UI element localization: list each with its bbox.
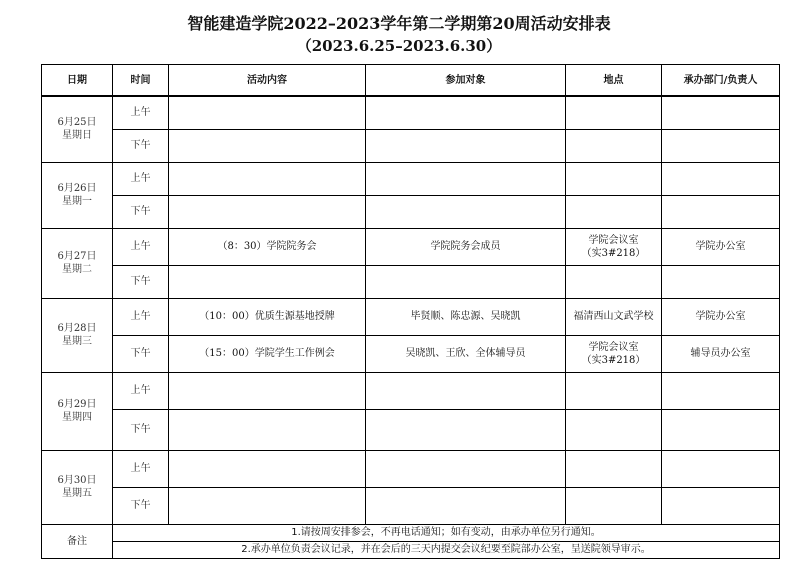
- document-subtitle: （2023.6.25–2023.6.30）: [296, 37, 502, 55]
- schedule-row: [42, 372, 780, 409]
- organizer-cell: [662, 129, 780, 162]
- participants-cell: 学院院务会成员: [366, 228, 566, 265]
- time-cell: 下午: [113, 487, 169, 524]
- activity-cell: （15：00）学院学生工作例会: [169, 335, 366, 372]
- schedule-row: [42, 298, 780, 335]
- location-cell: [566, 298, 662, 335]
- organizer-cell: 辅导员办公室: [662, 335, 780, 372]
- schedule-table: [41, 64, 780, 559]
- participants-cell: [366, 265, 566, 298]
- date-cell: [42, 162, 113, 228]
- location-cell: [566, 129, 662, 162]
- schedule-row: [42, 228, 780, 265]
- weekday-label: 星期三: [62, 336, 92, 347]
- time-cell: 下午: [113, 195, 169, 228]
- notes-row: [42, 541, 780, 558]
- note-item: 2.承办单位负责会议记录，并在会后的三天内提交会议纪要至院部办公室，呈送院领导审示。: [113, 541, 780, 558]
- activity-cell: [169, 372, 366, 409]
- organizer-cell: [662, 409, 780, 450]
- date-label: 6月28日: [57, 323, 97, 334]
- time-cell: 下午: [113, 265, 169, 298]
- participants-cell: [366, 129, 566, 162]
- date-cell: [42, 450, 113, 524]
- activity-cell: （10：00）优质生源基地授牌: [169, 298, 366, 335]
- weekday-label: 星期日: [62, 130, 92, 142]
- location-cell: [566, 487, 662, 524]
- schedule-row: [42, 265, 780, 298]
- header-participants: 参加对象: [366, 65, 566, 97]
- document-title: 智能建造学院2022–2023学年第二学期第20周活动安排表: [187, 14, 611, 33]
- schedule-row: [42, 409, 780, 450]
- date-label: 6月25日: [57, 117, 97, 129]
- header-time: 时间: [113, 65, 169, 97]
- schedule-row: [42, 335, 780, 372]
- location-cell: [566, 195, 662, 228]
- time-cell: 上午: [113, 450, 169, 487]
- activity-cell: [169, 162, 366, 195]
- schedule-row: [42, 162, 780, 195]
- date-label: 6月29日: [57, 399, 97, 410]
- participants-cell: [366, 450, 566, 487]
- schedule-row: [42, 487, 780, 524]
- organizer-cell: [662, 372, 780, 409]
- time-cell: 下午: [113, 335, 169, 372]
- organizer-cell: 学院办公室: [662, 228, 780, 265]
- header-date: 日期: [42, 65, 113, 97]
- activity-cell: [169, 265, 366, 298]
- date-label: 6月30日: [57, 475, 97, 486]
- activity-cell: [169, 195, 366, 228]
- header-row: [42, 65, 780, 97]
- schedule-row: [42, 195, 780, 228]
- time-cell: 上午: [113, 162, 169, 195]
- header-organizer: 承办部门/负责人: [662, 65, 780, 97]
- organizer-cell: [662, 450, 780, 487]
- schedule-row: [42, 450, 780, 487]
- time-cell: 上午: [113, 96, 169, 129]
- activity-cell: （8：30）学院院务会: [169, 228, 366, 265]
- location-line: 福清西山文武学校: [573, 311, 654, 322]
- date-label: 6月26日: [57, 183, 97, 194]
- location-cell: [566, 162, 662, 195]
- time-cell: 下午: [113, 129, 169, 162]
- header-location: 地点: [566, 65, 662, 97]
- activity-cell: [169, 409, 366, 450]
- time-cell: 上午: [113, 372, 169, 409]
- time-cell: 上午: [113, 228, 169, 265]
- location-room: （实3#218）: [581, 247, 646, 259]
- participants-cell: [366, 96, 566, 129]
- participants-cell: [366, 162, 566, 195]
- location-cell: [566, 450, 662, 487]
- date-label: 6月27日: [57, 251, 97, 262]
- activity-cell: [169, 96, 366, 129]
- location-cell: [566, 96, 662, 129]
- weekday-label: 星期五: [62, 488, 92, 499]
- note-item: 1.请按周安排参会，不再电话通知；如有变动，由承办单位另行通知。: [113, 524, 780, 541]
- location-cell: [566, 409, 662, 450]
- organizer-cell: [662, 265, 780, 298]
- participants-cell: [366, 372, 566, 409]
- activity-cell: [169, 487, 366, 524]
- organizer-cell: [662, 487, 780, 524]
- weekday-label: 星期四: [62, 412, 92, 423]
- schedule-row: [42, 129, 780, 162]
- date-cell: [42, 228, 113, 298]
- location-line: 学院会议室: [588, 234, 639, 246]
- organizer-cell: [662, 195, 780, 228]
- notes-label: 备注: [42, 524, 113, 558]
- weekday-label: 星期二: [62, 264, 92, 275]
- location-cell: [566, 265, 662, 298]
- header-activity: 活动内容: [169, 65, 366, 97]
- participants-cell: 吴晓凯、王欣、全体辅导员: [366, 335, 566, 372]
- organizer-cell: [662, 162, 780, 195]
- activity-cell: [169, 129, 366, 162]
- organizer-cell: [662, 96, 780, 129]
- schedule-row: [42, 96, 780, 129]
- participants-cell: [366, 487, 566, 524]
- date-cell: [42, 96, 113, 162]
- weekday-label: 星期一: [62, 196, 92, 207]
- date-cell: [42, 372, 113, 450]
- location-cell: [566, 335, 662, 372]
- participants-cell: [366, 409, 566, 450]
- time-cell: 上午: [113, 298, 169, 335]
- organizer-cell: 学院办公室: [662, 298, 780, 335]
- time-cell: 下午: [113, 409, 169, 450]
- activity-cell: [169, 450, 366, 487]
- notes-row: [42, 524, 780, 541]
- participants-cell: 毕贤顺、陈忠源、吴晓凯: [366, 298, 566, 335]
- location-cell: [566, 372, 662, 409]
- participants-cell: [366, 195, 566, 228]
- location-line: 学院会议室: [588, 341, 639, 353]
- location-cell: [566, 228, 662, 265]
- date-cell: [42, 298, 113, 372]
- location-room: （实3#218）: [581, 354, 646, 366]
